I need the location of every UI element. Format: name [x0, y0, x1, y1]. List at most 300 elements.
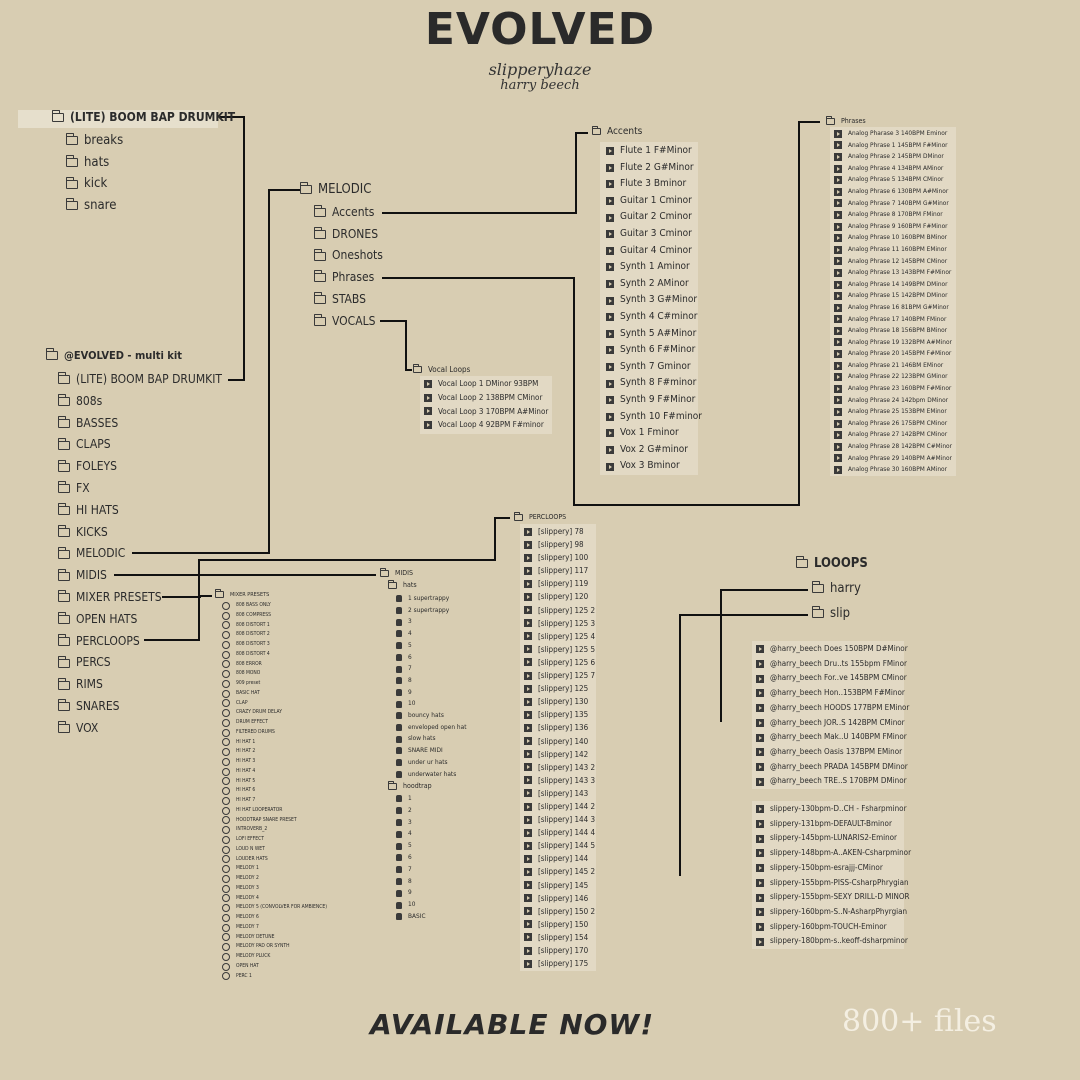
folder-percloops-header[interactable]: PERCLOOPS: [514, 513, 566, 521]
item-label: @harry_beech For..ve 145BPM CMinor: [770, 673, 907, 683]
midi-icon: [396, 890, 402, 897]
midi-file[interactable]: [396, 745, 466, 757]
folder-icon: [58, 572, 70, 581]
preset-icon: [222, 651, 230, 659]
percloop-file[interactable]: [524, 721, 595, 734]
mixer-preset-file[interactable]: [222, 864, 327, 874]
item-label: 10: [408, 699, 416, 708]
accent-file[interactable]: [606, 176, 702, 193]
preset-icon: [222, 641, 230, 649]
item-label: Vocal Loop 3 170BPM A#Minor: [438, 406, 549, 416]
accent-file[interactable]: [606, 458, 702, 475]
midi-file[interactable]: [396, 852, 426, 864]
folder-snare[interactable]: snare: [66, 195, 123, 217]
folder-slip[interactable]: slip: [812, 606, 850, 621]
audio-file-icon: [834, 338, 842, 346]
percloop-file[interactable]: [524, 643, 595, 656]
phrase-file[interactable]: [834, 221, 952, 233]
item-label: slippery-160bpm-TOUCH-Eminor: [770, 921, 887, 931]
audio-file-icon: [756, 864, 764, 872]
connector-accents: [382, 133, 588, 213]
percloop-file[interactable]: [524, 918, 595, 931]
folder-midis-hats[interactable]: hats: [388, 581, 417, 589]
folder-vocals[interactable]: VOCALS: [314, 311, 383, 333]
mixer-preset-file[interactable]: [222, 699, 327, 709]
slip-loop-file[interactable]: [756, 905, 911, 920]
preset-icon: [222, 807, 230, 815]
accent-file[interactable]: [606, 342, 702, 359]
harry-loop-file[interactable]: [756, 671, 909, 686]
accent-file[interactable]: [606, 409, 702, 426]
accent-file[interactable]: [606, 209, 702, 226]
audio-file-icon: [756, 763, 764, 771]
multikit-folder[interactable]: [58, 369, 222, 391]
midi-file[interactable]: [396, 722, 466, 734]
mixer-preset-file[interactable]: [222, 786, 327, 796]
item-label: underwater hats: [408, 769, 457, 778]
phrase-file[interactable]: [834, 174, 952, 186]
mixer-preset-file[interactable]: [222, 669, 327, 679]
slip-loop-file[interactable]: [756, 934, 911, 949]
item-label: [slippery] 143 2: [538, 762, 596, 772]
percloop-file[interactable]: [524, 630, 595, 643]
mixer-preset-file[interactable]: [222, 972, 327, 982]
harry-loop-file[interactable]: [756, 716, 909, 731]
folder-looops[interactable]: [796, 556, 868, 571]
multikit-folder[interactable]: [58, 543, 222, 565]
phrase-file[interactable]: [834, 360, 952, 372]
folder-icon: [58, 528, 70, 537]
item-label: HI HAT 2: [236, 748, 256, 755]
harry-loop-file[interactable]: [756, 730, 909, 745]
mixer-preset-file[interactable]: [222, 913, 327, 923]
preset-icon: [222, 680, 230, 688]
midi-file[interactable]: [396, 817, 426, 829]
vocal-loop-file[interactable]: [424, 377, 548, 391]
slip-loop-file[interactable]: [756, 890, 911, 905]
item-label: slippery-145bpm-LUNARIS2-Eminor: [770, 833, 898, 843]
folder-harry[interactable]: harry: [812, 581, 861, 596]
item-label: SNARES: [76, 698, 120, 713]
percloop-file[interactable]: [524, 564, 595, 577]
midi-file[interactable]: [396, 710, 466, 722]
item-label: MELODY DETUNE: [236, 933, 275, 940]
audio-file-icon: [606, 214, 614, 222]
preset-icon: [222, 836, 230, 844]
mixer-preset-file[interactable]: [222, 601, 327, 611]
slip-loop-file[interactable]: [756, 876, 911, 891]
midi-file[interactable]: [396, 675, 466, 687]
accent-file[interactable]: [606, 359, 702, 376]
phrase-file[interactable]: [834, 383, 952, 395]
item-label: HI HAT 7: [236, 797, 256, 803]
mixer-preset-file[interactable]: [222, 933, 327, 943]
item-label: 2: [408, 805, 412, 814]
folder-phrases-header[interactable]: Phrases: [826, 117, 866, 125]
item-label: PERC 1: [236, 972, 252, 979]
phrase-file[interactable]: [834, 302, 952, 314]
mixer-preset-file[interactable]: [222, 630, 327, 640]
percloop-file[interactable]: [524, 931, 595, 944]
accent-file[interactable]: [606, 309, 702, 326]
folder-icon: [413, 366, 422, 373]
mixer-preset-file[interactable]: [222, 689, 327, 699]
item-label: MELODY 1: [236, 865, 259, 872]
mixer-preset-file[interactable]: [222, 777, 327, 787]
item-label: [slippery] 125 2: [538, 605, 596, 615]
mixer-preset-file[interactable]: [222, 747, 327, 757]
percloop-file[interactable]: [524, 590, 595, 603]
mixer-preset-file[interactable]: [222, 660, 327, 670]
midi-file[interactable]: [396, 876, 426, 888]
phrase-file[interactable]: [834, 406, 952, 418]
folder-stabs[interactable]: STABS: [314, 289, 383, 311]
item-label: Analog Phrase 29 140BPM A#Minor: [848, 453, 952, 462]
item-label: [slippery] 144: [538, 854, 589, 864]
item-label: 808s: [76, 393, 103, 408]
vocal-loop-file[interactable]: [424, 391, 548, 405]
percloop-file[interactable]: [524, 879, 595, 892]
mixer-preset-file[interactable]: [222, 650, 327, 660]
multikit-folder[interactable]: [58, 652, 222, 674]
folder-melodic[interactable]: [300, 182, 371, 197]
percloop-file[interactable]: [524, 682, 595, 695]
phrase-file[interactable]: [834, 290, 952, 302]
mixer-preset-file[interactable]: [222, 640, 327, 650]
multikit-folder[interactable]: [58, 631, 222, 653]
accent-file[interactable]: [606, 193, 702, 210]
item-label: [slippery] 125 4: [538, 631, 596, 641]
percloop-file[interactable]: [524, 617, 595, 630]
phrase-file[interactable]: [834, 244, 952, 256]
item-label: [slippery] 98: [538, 540, 584, 550]
harry-loop-file[interactable]: [756, 745, 909, 760]
phrase-file[interactable]: [834, 232, 952, 244]
accent-file[interactable]: [606, 425, 702, 442]
midi-file[interactable]: [396, 640, 466, 652]
percloop-file[interactable]: [524, 865, 595, 878]
item-label: [slippery] 117: [538, 566, 589, 576]
percloop-file[interactable]: [524, 852, 595, 865]
audio-file-icon: [756, 748, 764, 756]
midi-file[interactable]: [396, 769, 466, 781]
audio-file-icon: [834, 443, 842, 451]
folder-icon: [66, 180, 78, 189]
phrase-file[interactable]: [834, 198, 952, 210]
mixer-preset-file[interactable]: [222, 806, 327, 816]
harry-loop-file[interactable]: [756, 760, 909, 775]
item-label: Guitar 4 Cminor: [620, 244, 692, 256]
mixer-preset-file[interactable]: [222, 942, 327, 952]
phrase-file[interactable]: [834, 325, 952, 337]
percloop-file[interactable]: [524, 735, 595, 748]
percloop-file[interactable]: [524, 761, 595, 774]
folder-phrases[interactable]: Phrases: [314, 267, 383, 289]
percloop-file[interactable]: [524, 708, 595, 721]
percloop-file[interactable]: [524, 800, 595, 813]
accent-file[interactable]: [606, 243, 702, 260]
item-label: Synth 8 F#minor: [620, 377, 697, 389]
multikit-folder[interactable]: [58, 434, 222, 456]
midi-file[interactable]: [396, 828, 426, 840]
phrase-file[interactable]: [834, 314, 952, 326]
slip-loop-file[interactable]: [756, 817, 911, 832]
item-label: HI HAT 1: [236, 738, 256, 745]
multikit-folder[interactable]: [58, 674, 222, 696]
phrase-file[interactable]: [834, 209, 952, 221]
mixer-preset-file[interactable]: [222, 825, 327, 835]
folder-oneshots[interactable]: Oneshots: [314, 245, 383, 267]
percloop-file[interactable]: [524, 577, 595, 590]
mixer-preset-file[interactable]: [222, 952, 327, 962]
phrase-file[interactable]: [834, 464, 952, 476]
preset-icon: [222, 602, 230, 610]
preset-icon: [222, 787, 230, 795]
percloop-file[interactable]: [524, 538, 595, 551]
slip-loop-file[interactable]: [756, 802, 911, 817]
mixer-preset-file[interactable]: [222, 884, 327, 894]
midi-file[interactable]: [396, 840, 426, 852]
midi-file[interactable]: [396, 652, 466, 664]
phrase-file[interactable]: [834, 337, 952, 349]
slip-loop-file[interactable]: [756, 846, 911, 861]
folder-kick[interactable]: kick: [66, 173, 123, 195]
percloop-file[interactable]: [524, 813, 595, 826]
midi-file[interactable]: [396, 733, 466, 745]
midi-file[interactable]: [396, 887, 426, 899]
mixer-preset-file[interactable]: [222, 621, 327, 631]
mixer-preset-file[interactable]: [222, 855, 327, 865]
accent-file[interactable]: [606, 160, 702, 177]
harry-loop-file[interactable]: [756, 701, 909, 716]
mixer-preset-file[interactable]: [222, 923, 327, 933]
accent-file[interactable]: [606, 276, 702, 293]
phrase-file[interactable]: [834, 151, 952, 163]
harry-loop-file[interactable]: [756, 686, 909, 701]
mixer-preset-file[interactable]: [222, 767, 327, 777]
midi-file[interactable]: [396, 911, 426, 923]
percloop-file[interactable]: [524, 748, 595, 761]
item-label: HI HATS: [76, 502, 119, 517]
midi-file[interactable]: [396, 899, 426, 911]
folder-vocal-loops[interactable]: Vocal Loops: [413, 365, 470, 374]
preset-icon: [222, 621, 230, 629]
folder-drones[interactable]: DRONES: [314, 224, 383, 246]
audio-file-icon: [756, 894, 764, 902]
midi-file[interactable]: [396, 757, 466, 769]
phrase-file[interactable]: [834, 348, 952, 360]
audio-file-icon: [524, 711, 532, 719]
item-label: MELODY PAD OR SYNTH: [236, 943, 290, 950]
item-label: Synth 6 F#Minor: [620, 344, 696, 356]
midi-file[interactable]: [396, 805, 426, 817]
multikit-folder[interactable]: [58, 456, 222, 478]
audio-file-icon: [524, 619, 532, 627]
folder-accents-header[interactable]: Accents: [592, 126, 642, 137]
folder-icon: [58, 375, 70, 384]
percloop-file[interactable]: [524, 944, 595, 957]
accent-file[interactable]: [606, 143, 702, 160]
percloop-file[interactable]: [524, 826, 595, 839]
percloop-file[interactable]: [524, 656, 595, 669]
multikit-folder[interactable]: [58, 413, 222, 435]
mixer-preset-file[interactable]: [222, 894, 327, 904]
item-label: @harry_beech PRADA 145BPM DMinor: [770, 761, 908, 771]
mixer-preset-file[interactable]: [222, 796, 327, 806]
mixer-preset-file[interactable]: [222, 874, 327, 884]
harry-loop-file[interactable]: [756, 642, 909, 657]
mixer-preset-file[interactable]: [222, 757, 327, 767]
item-label: BASIC: [408, 911, 426, 920]
item-label: LOUD N WET: [236, 845, 265, 852]
percloop-file[interactable]: [524, 525, 595, 538]
audio-file-icon: [524, 737, 532, 745]
folder-midis-hoodtrap[interactable]: hoodtrap: [388, 782, 432, 790]
multikit-folder[interactable]: [58, 587, 222, 609]
folder-lite-drumkit[interactable]: [52, 110, 235, 124]
accent-file[interactable]: [606, 326, 702, 343]
audio-file-icon: [524, 947, 532, 955]
preset-icon: [222, 963, 230, 971]
item-label: 6: [408, 852, 412, 861]
phrase-file[interactable]: [834, 140, 952, 152]
harry-loop-file[interactable]: [756, 774, 909, 789]
mixer-preset-file[interactable]: [222, 835, 327, 845]
mixer-preset-file[interactable]: [222, 903, 327, 913]
phrase-file[interactable]: [834, 279, 952, 291]
phrase-file[interactable]: [834, 186, 952, 198]
preset-icon: [222, 933, 230, 941]
accent-file[interactable]: [606, 259, 702, 276]
item-label: Analog Phrase 15 142BPM DMinor: [848, 291, 948, 300]
folder-hats[interactable]: hats: [66, 152, 123, 174]
phrase-file[interactable]: [834, 418, 952, 430]
folder-icon: [592, 128, 601, 135]
preset-icon: [222, 660, 230, 668]
vocal-loop-file[interactable]: [424, 418, 548, 432]
item-label: 4: [408, 829, 412, 838]
percloops-file-list: [524, 525, 595, 970]
multikit-folder[interactable]: [58, 391, 222, 413]
item-label: HI HAT LOOPERATOR: [236, 806, 283, 813]
harry-loop-file[interactable]: [756, 657, 909, 672]
audio-file-icon: [524, 803, 532, 811]
midi-file[interactable]: [396, 593, 466, 605]
mixer-preset-file[interactable]: [222, 728, 327, 738]
mixer-preset-file[interactable]: [222, 718, 327, 728]
percloop-file[interactable]: [524, 551, 595, 564]
accent-file[interactable]: [606, 392, 702, 409]
audio-file-icon: [524, 645, 532, 653]
slip-loop-file[interactable]: [756, 831, 911, 846]
midi-file[interactable]: [396, 687, 466, 699]
phrase-file[interactable]: [834, 128, 952, 140]
midi-file[interactable]: [396, 605, 466, 617]
percloop-file[interactable]: [524, 787, 595, 800]
item-label: Guitar 2 Cminor: [620, 211, 692, 223]
multikit-folder[interactable]: [58, 696, 222, 718]
folder-accents[interactable]: Accents: [314, 202, 383, 224]
multikit-folder[interactable]: [58, 565, 222, 587]
multikit-folder[interactable]: [58, 609, 222, 631]
folder-icon: [58, 702, 70, 711]
item-label: Guitar 1 Cminor: [620, 194, 692, 206]
midi-file[interactable]: [396, 864, 426, 876]
folder-midis-header[interactable]: MIDIS: [380, 569, 413, 577]
item-label: [slippery] 146: [538, 893, 589, 903]
phrase-file[interactable]: [834, 441, 952, 453]
mixer-preset-file[interactable]: [222, 816, 327, 826]
item-label: OPEN HAT: [236, 962, 259, 969]
audio-file-icon: [834, 281, 842, 289]
mixer-preset-file[interactable]: [222, 708, 327, 718]
mixer-preset-file[interactable]: [222, 611, 327, 621]
mixer-preset-file[interactable]: [222, 962, 327, 972]
audio-file-icon: [756, 805, 764, 813]
audio-file-icon: [606, 297, 614, 305]
phrase-file[interactable]: [834, 163, 952, 175]
folder-icon: [58, 637, 70, 646]
multikit-folder[interactable]: [58, 718, 222, 740]
midi-icon: [396, 607, 402, 614]
accent-file[interactable]: [606, 292, 702, 309]
slip-loop-file[interactable]: [756, 861, 911, 876]
accent-file[interactable]: [606, 375, 702, 392]
phrase-file[interactable]: [834, 267, 952, 279]
mixer-preset-file[interactable]: [222, 679, 327, 689]
audio-file-icon: [524, 672, 532, 680]
phrase-file[interactable]: [834, 453, 952, 465]
percloop-file[interactable]: [524, 669, 595, 682]
multikit-folder[interactable]: [58, 478, 222, 500]
item-label: HOODTRAP SNARE PRESET: [236, 816, 297, 823]
percloop-file[interactable]: [524, 839, 595, 852]
midi-file[interactable]: [396, 616, 466, 628]
accent-file[interactable]: [606, 226, 702, 243]
percloop-file[interactable]: [524, 774, 595, 787]
folder-mixer-presets-header[interactable]: MIXER PRESETS: [215, 591, 269, 598]
mixer-preset-file[interactable]: [222, 738, 327, 748]
phrase-file[interactable]: [834, 395, 952, 407]
folder-breaks[interactable]: breaks: [66, 130, 123, 152]
preset-icon: [222, 768, 230, 776]
phrase-file[interactable]: [834, 371, 952, 383]
multikit-folder[interactable]: [58, 500, 222, 522]
item-label: 9: [408, 888, 412, 897]
midi-file[interactable]: [396, 628, 466, 640]
folder-evolved-multikit[interactable]: [46, 349, 182, 362]
audio-file-icon: [524, 528, 532, 536]
percloop-file[interactable]: [524, 957, 595, 970]
midi-file[interactable]: [396, 793, 426, 805]
multikit-folder[interactable]: [58, 522, 222, 544]
phrase-file[interactable]: [834, 429, 952, 441]
item-label: slippery-180bpm-s..keoff-dsharpminor: [770, 936, 908, 946]
item-label: HI HAT 5: [236, 777, 256, 784]
folder-icon: [314, 295, 326, 304]
slip-loop-file[interactable]: [756, 920, 911, 935]
vocal-loop-file[interactable]: [424, 405, 548, 419]
percloop-file[interactable]: [524, 905, 595, 918]
percloop-file[interactable]: [524, 892, 595, 905]
midi-file[interactable]: [396, 663, 466, 675]
accent-file[interactable]: [606, 442, 702, 459]
phrase-file[interactable]: [834, 256, 952, 268]
percloop-file[interactable]: [524, 604, 595, 617]
percloop-file[interactable]: [524, 695, 595, 708]
midi-file[interactable]: [396, 698, 466, 710]
mixer-preset-file[interactable]: [222, 845, 327, 855]
